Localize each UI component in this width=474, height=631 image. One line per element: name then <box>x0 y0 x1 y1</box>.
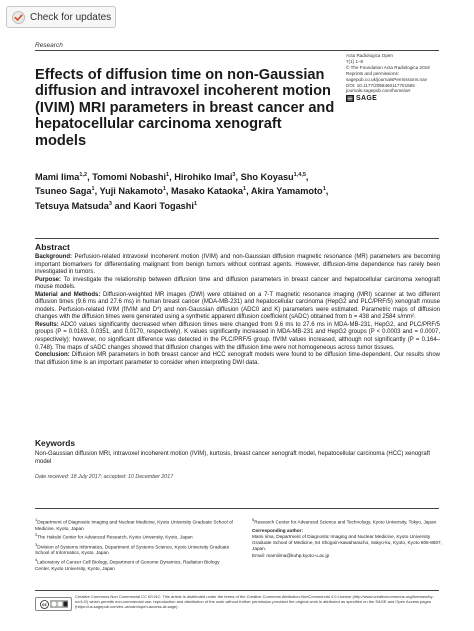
author-separator: , <box>325 186 329 197</box>
journal-copyright: © The Foundation Acta Radiologica 2018 <box>346 64 430 70</box>
affiliation-text: Department of Diagnostic Imaging and Nuclear Medicine, Kyoto University Graduate School of Medicine, Kyoto, Japan <box>35 519 233 531</box>
journal-site-link[interactable]: journals.sagepub.com/home/arr <box>346 88 411 94</box>
affiliation-marker: 1 <box>35 517 38 522</box>
author-affiliation-marker: 1 <box>193 200 198 207</box>
background-label: Background: <box>35 254 73 260</box>
conclusion-text: Diffusion MR parameters in both breast cancer and HCC xenograft models were found to be diffusion time-dependent. Our results show that diffusion time is an important parameter to consider when interpreting DWI data. <box>35 352 440 366</box>
corresponding-author-label: Corresponding author: <box>252 527 304 533</box>
abstract-purpose <box>35 277 440 292</box>
author-name: Yuji Nakamoto <box>99 186 163 197</box>
svg-text:cc: cc <box>41 601 47 607</box>
results-text: ADC0 values significantly decreased when diffusion times were changed from 9.6 ms to 27.6 ms in MDA-MB-231, HepG2, and PLC/PRF/5 groups (P = 0.0163, 0.0351, and 0.0170, respectively). K values significantly increased in MDA-MB-231 and HepG2 groups (P < 0.0003 and = 0.0007, respectively); however, no significant difference was detected in the PLC/PRF/5 group. fIVIM values increased, although not significantly (P = 0.164–0.748). The maps of sADC changes showed that diffusion changes with the diffusion time were not homogeneous across tumor tissues. <box>35 321 440 351</box>
license-divider <box>35 590 439 591</box>
author-separator: , <box>165 186 171 197</box>
article-dates: Date received: 18 July 2017; accepted: 10 December 2017 <box>35 474 174 480</box>
author-affiliation-marker: 1 <box>166 172 170 178</box>
author-separator: , <box>305 172 309 183</box>
author-name: Tomomi Nobashi <box>92 172 167 183</box>
keywords-heading: Keywords <box>35 438 76 448</box>
reprints-link[interactable]: sagepub.co.uk/journalsPermissions.nav <box>346 76 427 82</box>
author-separator: , <box>87 172 93 183</box>
sage-logo-text: SAGE <box>356 94 378 102</box>
affiliation-marker: 2 <box>35 532 38 538</box>
methods-text: Diffusion-weighted MR images (DWI) were obtained on a 7-T magnetic resonance imaging (MRI) scanner at two different diffusion times (9.6 ms and 27.6 ms) in human breast cancer (MDA-MB-231) and hepatocellular carcinoma (HepG2 and PLC/PRF/5) xenograft mouse models. Perfusion-related IVIM (fIVIM and D*) and non-Gaussian diffusion (ADC0 and K) parameters were estimated. Parametric maps of diffusion changes with the diffusion times were generated using a synthetic apparent diffusion coefficient (sADC) obtained from b = 438 and 2584 s/mm². <box>35 291 441 321</box>
author-separator: , <box>246 186 251 197</box>
affiliation-marker: 3 <box>35 541 38 547</box>
affiliation-5-marker: 5 <box>252 517 255 522</box>
corresponding-author-email[interactable]: Email: mamiiima@kuhp.kyoto-u.ac.jp <box>252 553 330 559</box>
author-separator: and <box>111 200 134 211</box>
author-separator: , <box>94 186 100 197</box>
author-name: Tetsuya Matsuda <box>35 200 109 211</box>
journal-volume: 7(1) 1–8 <box>346 58 364 64</box>
header-divider <box>35 50 439 51</box>
affiliation-5-text: Research Center for Advanced Science and Technology, Kyoto University, Tokyo, Japan <box>254 519 437 525</box>
section-label: Research <box>35 42 63 49</box>
doi-link[interactable]: DOI: 10.1177/2058460117751565 <box>346 82 415 88</box>
keywords-text: Non-Gaussian diffusion MRI, intravoxel incoherent motion (IVIM), kurtosis, breast cancer xenograft model, hepatocellular carcinoma (HCC) xenograft model <box>35 451 431 465</box>
methods-label: Material and Methods: <box>35 291 101 298</box>
creative-commons-icon <box>40 600 49 609</box>
author-name: Kaori Togashi <box>133 200 194 211</box>
abstract-divider <box>35 238 439 239</box>
author-affiliation-marker: 1 <box>162 186 166 193</box>
conclusion-label: Conclusion: <box>35 352 70 359</box>
affiliation-1 <box>35 517 235 532</box>
abstract-background <box>35 254 440 277</box>
author-name: Masako Kataoka <box>171 186 244 197</box>
background-text: Perfusion-related intravoxel incoherent motion (IVIM) and non-Gaussian diffusion magnetic resonance (MR) parameters are becoming important biomarkers for differentiating malignant from benign tumors without contrast agents. However, diffusion-time dependence has rarely been investigated in tumors. <box>35 254 441 276</box>
affiliations-right <box>252 517 442 560</box>
author-affiliation-marker: 1 <box>91 186 95 193</box>
affiliation-2 <box>35 532 235 541</box>
author-name: Sho Koyasu <box>240 172 294 183</box>
author-affiliation-marker: 3 <box>108 200 112 207</box>
cc-license-badge[interactable] <box>35 597 72 611</box>
affiliation-4 <box>35 557 235 572</box>
sage-logo <box>346 95 446 102</box>
abstract-conclusion <box>35 352 440 367</box>
corresponding-author-details: Mami Iima, Department of Diagnostic Imaging and Nuclear Medicine, Kyoto University Graduate School of Medicine, 54 Shogoin-kawaharacho, Sakyo-ku, Kyoto, Kyoto 606-8507, Japan. <box>252 534 442 552</box>
author-name: Hirohiko Imai <box>174 172 233 183</box>
purpose-text: To investigate the relationship between diffusion time and diffusion parameters in breast cancer and hepatocellular carcinoma xenograft mouse models. <box>35 276 441 291</box>
abstract-heading: Abstract <box>35 242 70 252</box>
article-title: Effects of diffusion time on non-Gaussian diffusion and intravoxel incoherent motion (IVIM) MRI parameters in breast cancer and hepatocellular carcinoma xenograft models <box>35 67 335 149</box>
check-for-updates-button[interactable] <box>6 6 116 28</box>
abstract-body <box>35 254 440 367</box>
affiliation-5 <box>252 517 442 526</box>
reprints-label: Reprints and permissions: <box>346 70 400 76</box>
affiliation-3 <box>35 542 235 557</box>
author-separator: , <box>235 172 241 183</box>
results-label: Results: <box>35 321 59 328</box>
affiliation-marker: 4 <box>35 557 38 563</box>
author-affiliation-marker: 1,2 <box>79 172 88 178</box>
author-separator: , <box>169 172 175 183</box>
author-affiliation-marker: 3 <box>232 172 236 178</box>
author-affiliation-marker: 1 <box>243 186 247 193</box>
author-list <box>35 169 335 212</box>
author-name: Mami Iima <box>35 172 80 183</box>
corresponding-author <box>252 528 442 534</box>
journal-name: Acta Radiologica Open <box>346 53 393 58</box>
check-for-updates-label: Check for updates <box>30 11 112 23</box>
purpose-label: Purpose: <box>35 276 62 283</box>
author-name: Akira Yamamoto <box>250 186 323 197</box>
author-name: Tsuneo Saga <box>35 186 92 197</box>
journal-info <box>346 53 446 102</box>
abstract-results <box>35 322 440 352</box>
affiliations-left <box>35 517 235 572</box>
abstract-methods <box>35 292 440 322</box>
footnote-divider <box>35 508 439 509</box>
author-affiliation-marker: 1,4,5 <box>293 172 306 178</box>
license-text: Creative Commons Non Commercial CC BY-NC: This article is distributed under the terms of the Creative Commons Attribution-NonCommercial 4.0 License (http://www.creativecommons.org/licenses/by-nc/4.0/) which permits non-commercial use, reproduction and distribution of the work without further permission provided the original work is attributed as specified on the SAGE and Open Access pages (https://us.sagepub.com/en-us/nam/open-access-at-sage). <box>75 594 434 609</box>
by-nc-icon <box>50 600 68 608</box>
check-for-updates-icon <box>12 11 25 24</box>
affiliation-text: Division of Systems Informatics, Department of Systems Science, Kyoto University Graduate School of Informatics, Kyoto, Japan <box>35 544 230 556</box>
affiliation-text: Laboratory of Cancer Cell Biology, Department of Genome Dynamics, Radiation Biology Center, Kyoto University, Kyoto, Japan <box>35 559 220 571</box>
author-affiliation-marker: 1 <box>322 186 326 193</box>
sage-logo-icon <box>346 95 354 102</box>
affiliation-text: The Hakubi Center for Advanced Research, Kyoto University, Kyoto, Japan <box>37 534 193 540</box>
